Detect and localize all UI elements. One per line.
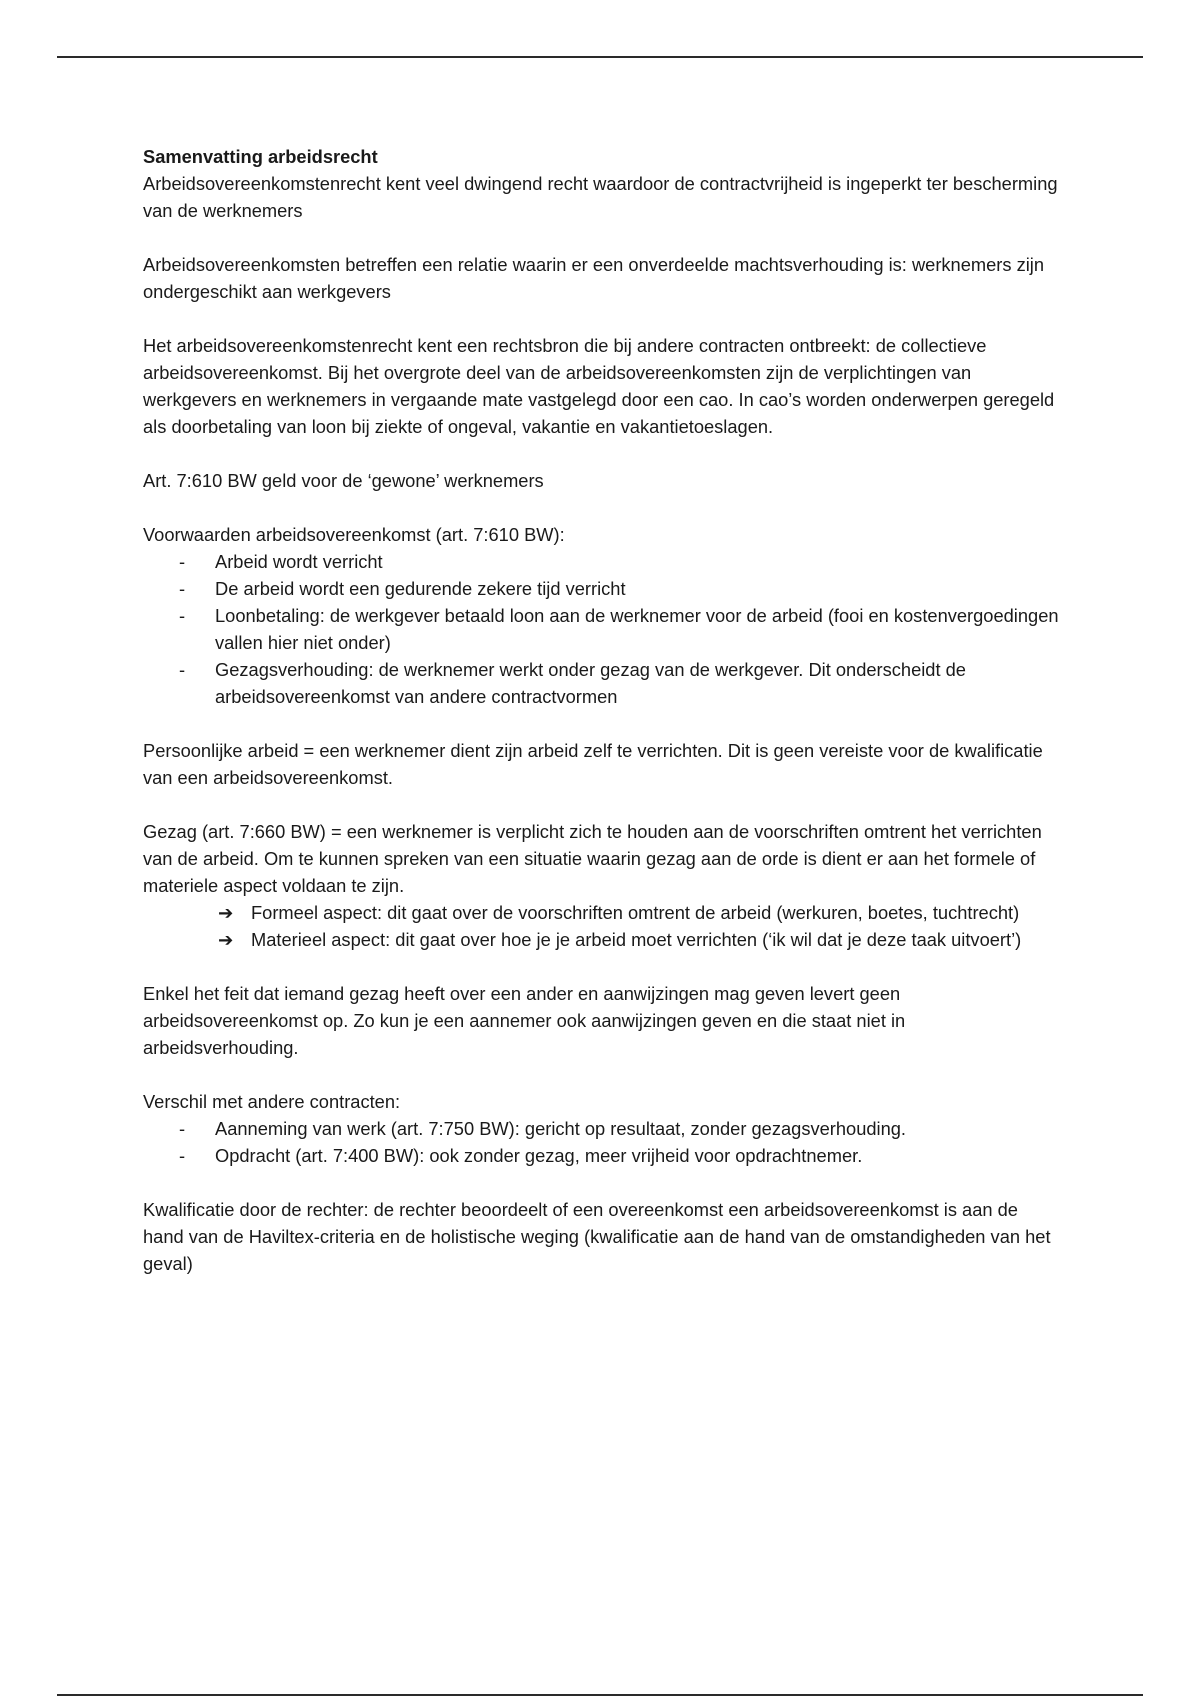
list-item [179,548,1063,575]
conditions-heading: Voorwaarden arbeidsovereenkomst (art. 7:610 BW): [143,524,565,545]
intro-paragraph: Arbeidsovereenkomstenrecht kent veel dwingend recht waardoor de contractvrijheid is ingeperkt ter bescherming van de werknemers [143,173,1058,221]
list-item [179,656,1063,710]
document-title: Samenvatting arbeidsrecht [143,146,378,167]
list-item [179,575,1063,602]
footer-rule [57,1694,1143,1696]
list-item-text: Arbeid wordt verricht [215,551,383,572]
list-item-text: Loonbetaling: de werkgever betaald loon aan de werknemer voor de arbeid (fooi en kostenvergoedingen vallen hier niet onder) [215,605,1059,653]
arrow-right-icon: ➔ [218,929,234,950]
cao-paragraph: Het arbeidsovereenkomstenrecht kent een rechtsbron die bij andere contracten ontbreekt: de collectieve arbeidsovereenkomst. Bij het overgrote deel van de arbeidsovereenkomsten zijn de verplichtingen van werkgevers en werknemers in vergaande mate vastgelegd door een cao. In cao’s worden onderwerpen geregeld als doorbetaling van loon bij ziekte of ongeval, vakantie en vakantietoeslagen. [143,335,1055,437]
dash-bullet: - [179,578,186,599]
authority-paragraph: Gezag (art. 7:660 BW) = een werknemer is verplicht zich te houden aan de voorschriften omtrent het verrichten van de arbeid. Om te kunnen spreken van een situatie waarin gezag aan de orde is dient er aan het formele of materiele aspect voldaan te zijn. [143,821,1042,896]
header-rule [57,56,1143,58]
dash-bullet: - [179,1118,186,1139]
dash-bullet: - [179,605,186,626]
personal-labour-paragraph: Persoonlijke arbeid = een werknemer dient zijn arbeid zelf te verrichten. Dit is geen vereiste voor de kwalificatie van een arbeidsovereenkomst. [143,740,1043,788]
document-body [143,143,1063,1277]
dash-bullet: - [179,659,186,680]
list-item [179,1142,1063,1169]
list-item-text: Gezagsverhouding: de werknemer werkt onder gezag van de werkgever. Dit onderscheidt de arbeidsovereenkomst van andere contractvormen [215,659,966,707]
list-item [179,602,1063,656]
dash-bullet: - [179,1145,186,1166]
list-item [179,1115,1063,1142]
list-item-text: Opdracht (art. 7:400 BW): ook zonder gezag, meer vrijheid voor opdrachtnemer. [215,1145,863,1166]
instructions-paragraph: Enkel het feit dat iemand gezag heeft over een ander en aanwijzingen mag geven levert geen arbeidsovereenkomst op. Zo kun je een aannemer ook aanwijzingen geven en die staat niet in arbeidsverhouding. [143,983,906,1058]
differences-heading: Verschil met andere contracten: [143,1091,401,1112]
list-item-text: Aanneming van werk (art. 7:750 BW): gericht op resultaat, zonder gezagsverhouding. [215,1118,907,1139]
art610-paragraph: Art. 7:610 BW geld voor de ‘gewone’ werknemers [143,470,544,491]
dash-bullet: - [179,551,186,572]
list-item-text: Formeel aspect: dit gaat over de voorschriften omtrent de arbeid (werkuren, boetes, tuchtrecht) [251,902,1020,923]
list-item [218,899,1063,926]
arrow-right-icon: ➔ [218,902,234,923]
authority-aspects-list [143,899,1063,953]
conditions-list [143,548,1063,710]
list-item-text: De arbeid wordt een gedurende zekere tijd verricht [215,578,626,599]
differences-list [143,1115,1063,1169]
list-item-text: Materieel aspect: dit gaat over hoe je je arbeid moet verrichten (‘ik wil dat je deze taak uitvoert’) [251,929,1022,950]
qualification-paragraph: Kwalificatie door de rechter: de rechter beoordeelt of een overeenkomst een arbeidsovereenkomst is aan de hand van de Haviltex-criteria en de holistische weging (kwalificatie aan de hand van de omstandigheden van het geval) [143,1199,1051,1274]
list-item [218,926,1063,953]
relation-paragraph: Arbeidsovereenkomsten betreffen een relatie waarin er een onverdeelde machtsverhouding is: werknemers zijn ondergeschikt aan werkgevers [143,254,1045,302]
